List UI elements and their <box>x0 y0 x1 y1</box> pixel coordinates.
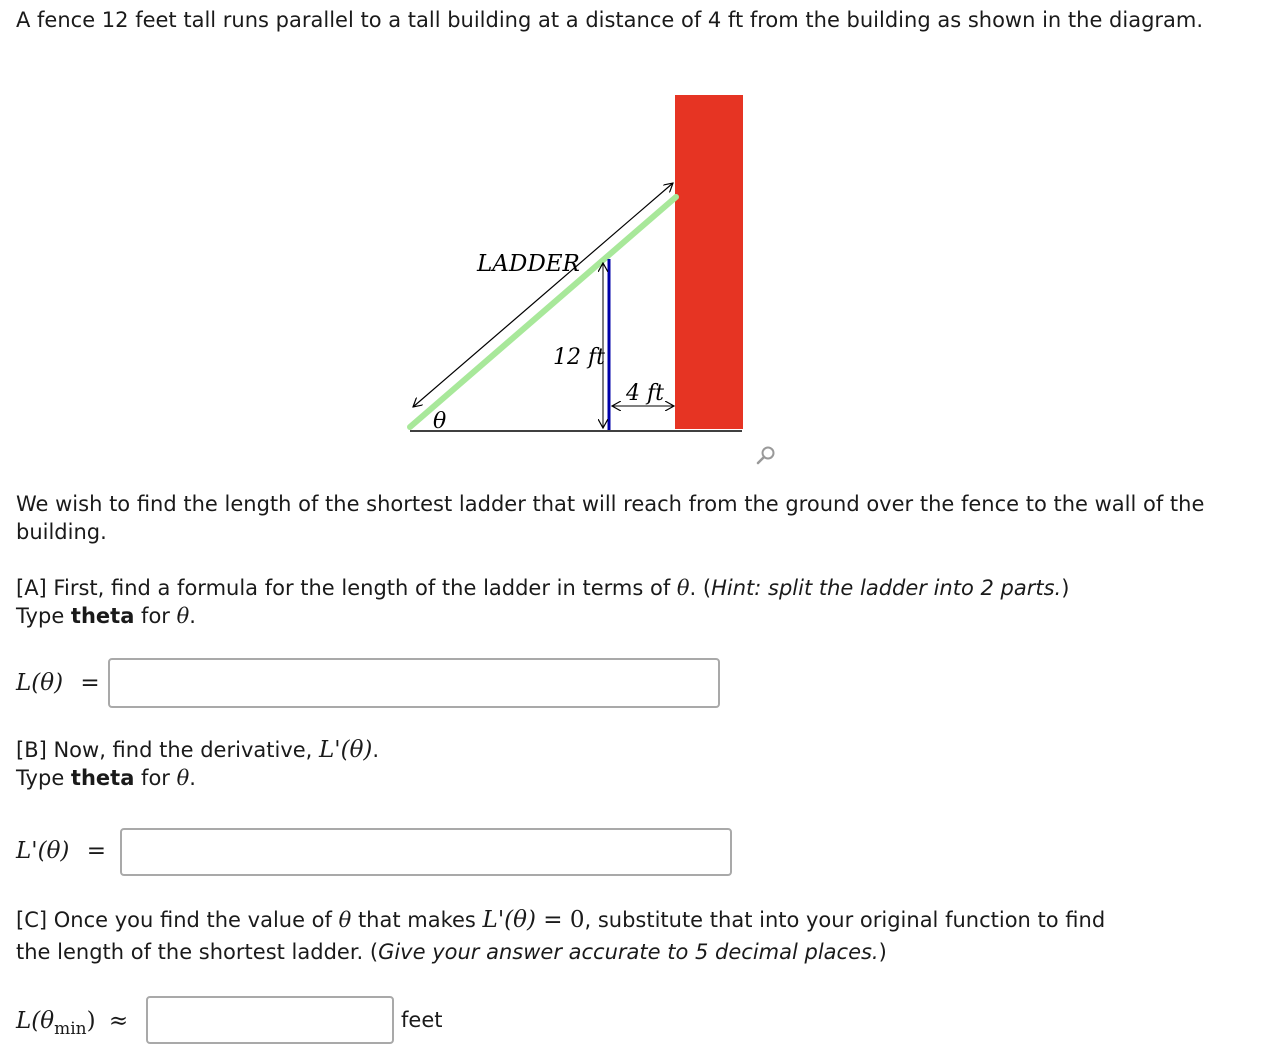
part-c-instructions: [C] Once you find the value of θ that makes L'(θ) = 0, substitute that into your original function to find the length of the shortest ladder. (Give your answer accurate to 5 decimal places.) <box>16 907 1106 964</box>
unit-label: feet <box>401 1008 443 1032</box>
eq-c-label: $L(\theta_{min})$ ≈ <box>16 1008 129 1039</box>
distance-label: 4 ft <box>626 381 664 406</box>
ladder-diagram <box>0 0 1280 470</box>
part-b-line-1: [B] Now, find the derivative, L'(θ). <box>16 737 380 763</box>
intro-text: A fence 12 feet tall runs parallel to a tall building at a distance of 4 ft from the building as shown in the diagram. <box>16 8 1204 32</box>
ladder-length-arrow <box>413 183 673 407</box>
part-b-instructions <box>16 736 1256 792</box>
fence-height-label: 12 ft <box>553 345 605 370</box>
answer-input-b[interactable] <box>120 828 732 876</box>
part-b-line-2: Type theta for θ. <box>16 766 196 790</box>
answer-input-c[interactable] <box>146 996 394 1044</box>
part-a-instructions <box>16 574 1256 630</box>
ladder-label: LADDER <box>477 251 580 277</box>
answer-input-a[interactable] <box>108 658 720 708</box>
part-a-line-1: [A] First, find a formula for the length of the ladder in terms of θ. (Hint: split the ladder into 2 parts.) <box>16 576 1070 600</box>
goal-text: We wish to find the length of the shortest ladder that will reach from the ground over the fence to the wall of the building. <box>16 492 1205 544</box>
angle-label: θ <box>433 409 447 434</box>
eq-b-label: L'(θ) = <box>16 838 106 864</box>
building-wall <box>675 95 743 429</box>
part-a-line-2: Type theta for θ. <box>16 604 196 628</box>
magnifier-icon[interactable] <box>758 448 774 464</box>
eq-a-label: L(θ) = <box>16 670 100 696</box>
